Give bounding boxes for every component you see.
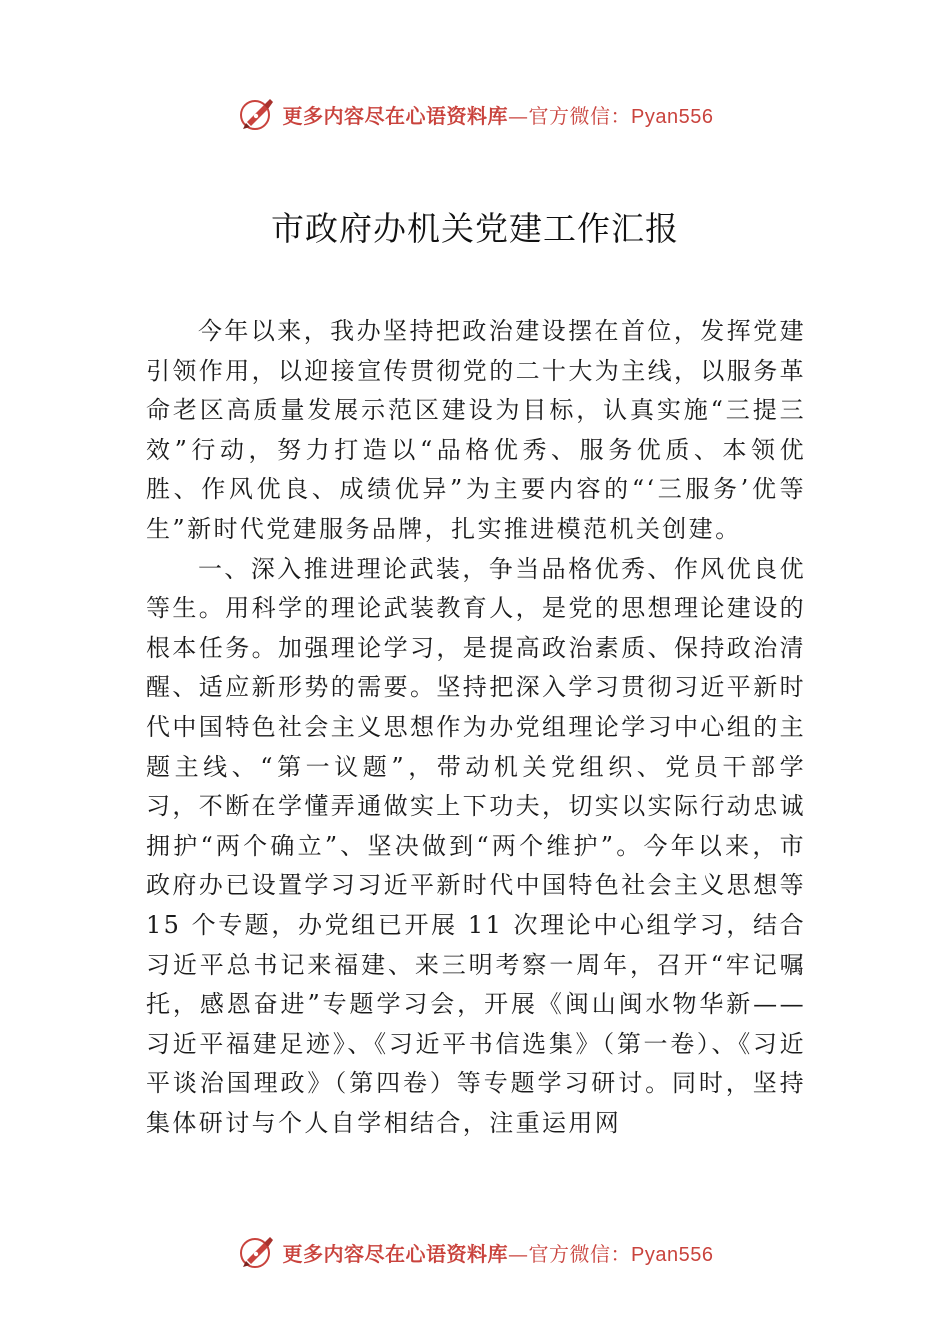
banner-brand: 更多内容尽在心语资料库 [282, 103, 509, 128]
banner-wechat-id: Pyan556 [631, 105, 714, 128]
paragraph-intro: 今年以来，我办坚持把政治建设摆在首位，发挥党建引领作用，以迎接宣传贯彻党的二十大为主线，以服务革命老区高质量发展示范区建设为目标，认真实施“三提三效”行动，努力打造以“品格优秀、服务优质、本领优胜、作风优良、成绩优异”为主要内容的“‘三服务’优等生”新时代党建服务品牌，扎实推进模范机关创建。 [146, 317, 806, 543]
document-body [146, 312, 806, 1143]
pen-seal-logo-icon [237, 1232, 277, 1272]
banner-brand: 更多内容尽在心语资料库 [282, 1241, 509, 1266]
paragraph-section-one: 一、深入推进理论武装，争当品格优秀、作风优良优等生。用科学的理论武装教育人，是党的思想理论建设的根本任务。加强理论学习，是提高政治素质、保持政治清醒、适应新形势的需要。坚持把深入学习贯彻习近平新时代中国特色社会主义思想作为办党组理论学习中心组的主题主线、“第一议题”，带动机关党组织、党员干部学习，不断在学懂弄通做实上下功夫，切实以实际行动忠诚拥护“两个确立”、坚决做到“两个维护”。今年以来，市政府办已设置学习习近平新时代中国特色社会主义思想等 15 个专题，办党组已开展 11 次理论中心组学习，结合习近平总书记来福建、来三明考察一周年，召开“牢记嘱托，感恩奋进”专题学习会，开展《闽山闽水物华新——习近平福建足迹》、《习近平书信选集》（第一卷）、《习近平谈治国理政》（第四卷）等专题学习研讨。同时，坚持集体研讨与个人自学相结合，注重运用网 [146, 554, 806, 1137]
banner-dash: — [508, 103, 529, 128]
pen-seal-logo-icon [237, 94, 277, 134]
banner-text [283, 1238, 714, 1267]
header-banner [0, 92, 950, 136]
banner-wechat-label: 官方微信： [528, 1241, 632, 1266]
banner-dash: — [508, 1241, 529, 1266]
footer-banner [0, 1230, 950, 1274]
banner-text [283, 100, 714, 129]
banner-wechat-label: 官方微信： [528, 103, 632, 128]
banner-wechat-id: Pyan556 [631, 1243, 714, 1266]
document-title: 市政府办机关党建工作汇报 [271, 209, 679, 248]
